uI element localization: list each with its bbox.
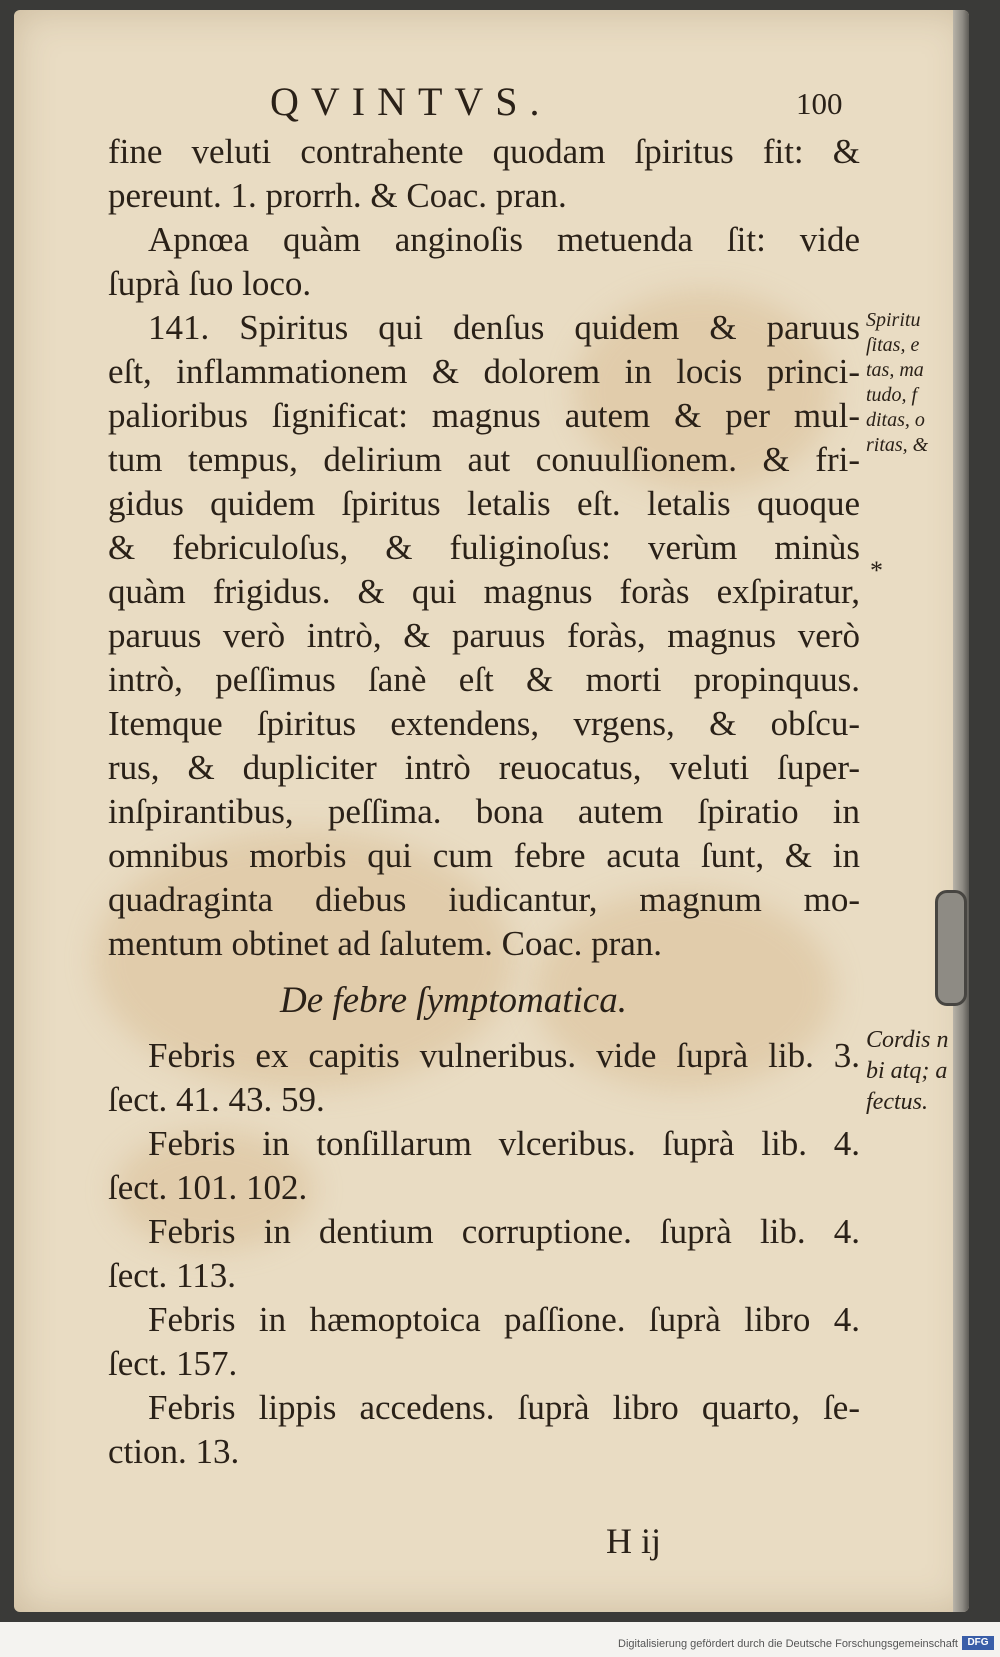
- text-line: inſpirantibus, peſſima. bona autem ſpiratio in: [108, 792, 860, 831]
- text-line: eſt, inflammationem & dolorem in locis princi-: [108, 352, 860, 391]
- marginal-asterisk: *: [870, 556, 883, 585]
- section-entry-line: Febris in tonſillarum vlceribus. ſuprà lib. 4.: [148, 1124, 860, 1163]
- signature-mark: H ij: [606, 1521, 662, 1561]
- text-line: ſuprà ſuo loco.: [108, 264, 312, 303]
- text-line: Apnœa quàm anginoſis metuenda ſit: vide: [148, 220, 860, 259]
- page-edge: [953, 10, 969, 1612]
- marginal-line: Spiritu: [866, 309, 921, 331]
- dfg-logo: DFG: [962, 1636, 994, 1650]
- text-line: mentum obtinet ad ſalutem. Coac. pran.: [108, 924, 663, 963]
- body-text: [108, 130, 860, 1474]
- marginal-line: fectus.: [866, 1089, 928, 1115]
- section-entry-line: Febris lippis accedens. ſuprà libro quarto, ſe-: [148, 1388, 860, 1427]
- marginal-line: bi atq; a: [866, 1058, 948, 1084]
- page-header: [0, 78, 1000, 128]
- section-entry-line: ſect. 101. 102.: [108, 1168, 308, 1207]
- text-line: quadraginta diebus iudicantur, magnum mo-: [108, 880, 860, 919]
- text-line: paruus verò intrò, & paruus foràs, magnus verò: [108, 616, 860, 655]
- section-entry-line: ſect. 157.: [108, 1344, 238, 1383]
- text-line: fine veluti contrahente quodam ſpiritus fit: &: [108, 132, 860, 171]
- section-entry-line: Febris ex capitis vulneribus. vide ſuprà lib. 3.: [148, 1036, 860, 1075]
- text-line: 141. Spiritus qui denſus quidem & paruus: [148, 308, 860, 347]
- running-title: QVINTVS.: [270, 79, 552, 124]
- text-line: rus, & dupliciter intrò reuocatus, veluti ſuper-: [108, 748, 860, 787]
- marginal-note-spiritus: [866, 308, 954, 458]
- marginal-line: Cordis n: [866, 1027, 949, 1053]
- section-heading: De febre ſymptomatica.: [280, 980, 627, 1021]
- marginal-line: ritas, &: [866, 434, 929, 456]
- text-line: gidus quidem ſpiritus letalis eſt. letalis quoque: [108, 484, 860, 523]
- book-clip: [935, 890, 967, 1006]
- section-entry-line: ction. 13.: [108, 1432, 240, 1471]
- text-line: palioribus ſignificat: magnus autem & per mul-: [108, 396, 860, 435]
- marginal-line: ſitas, e: [866, 334, 920, 356]
- marginal-note-cordis: [866, 1025, 954, 1118]
- marginal-line: tas, ma: [866, 359, 924, 381]
- digitization-credit: Digitalisierung gefördert durch die Deutsche Forschungsgemeinschaft: [618, 1638, 958, 1650]
- section-entries: [108, 1034, 860, 1474]
- text-line: tum tempus, delirium aut conuulſionem. & fri-: [108, 440, 860, 479]
- text-line: intrò, peſſimus ſanè eſt & morti propinquus.: [108, 660, 860, 699]
- marginal-line: tudo, f: [866, 384, 918, 406]
- section-entry-line: Febris in dentium corruptione. ſuprà lib. 4.: [148, 1212, 860, 1251]
- paragraph-block: [108, 130, 860, 966]
- page-number: 100: [796, 86, 843, 121]
- marginal-line: ditas, o: [866, 409, 925, 431]
- text-line: pereunt. 1. prorrh. & Coac. pran.: [108, 176, 567, 215]
- text-line: quàm frigidus. & qui magnus foràs exſpiratur,: [108, 572, 860, 611]
- text-line: omnibus morbis qui cum febre acuta ſunt, & in: [108, 836, 860, 875]
- section-entry-line: ſect. 113.: [108, 1256, 236, 1295]
- section-entry-line: ſect. 41. 43. 59.: [108, 1080, 325, 1119]
- text-line: Itemque ſpiritus extendens, vrgens, & obſcu-: [108, 704, 860, 743]
- text-line: & febriculoſus, & fuliginoſus: verùm minùs: [108, 528, 860, 567]
- section-entry-line: Febris in hæmoptoica paſſione. ſuprà libro 4.: [148, 1300, 860, 1339]
